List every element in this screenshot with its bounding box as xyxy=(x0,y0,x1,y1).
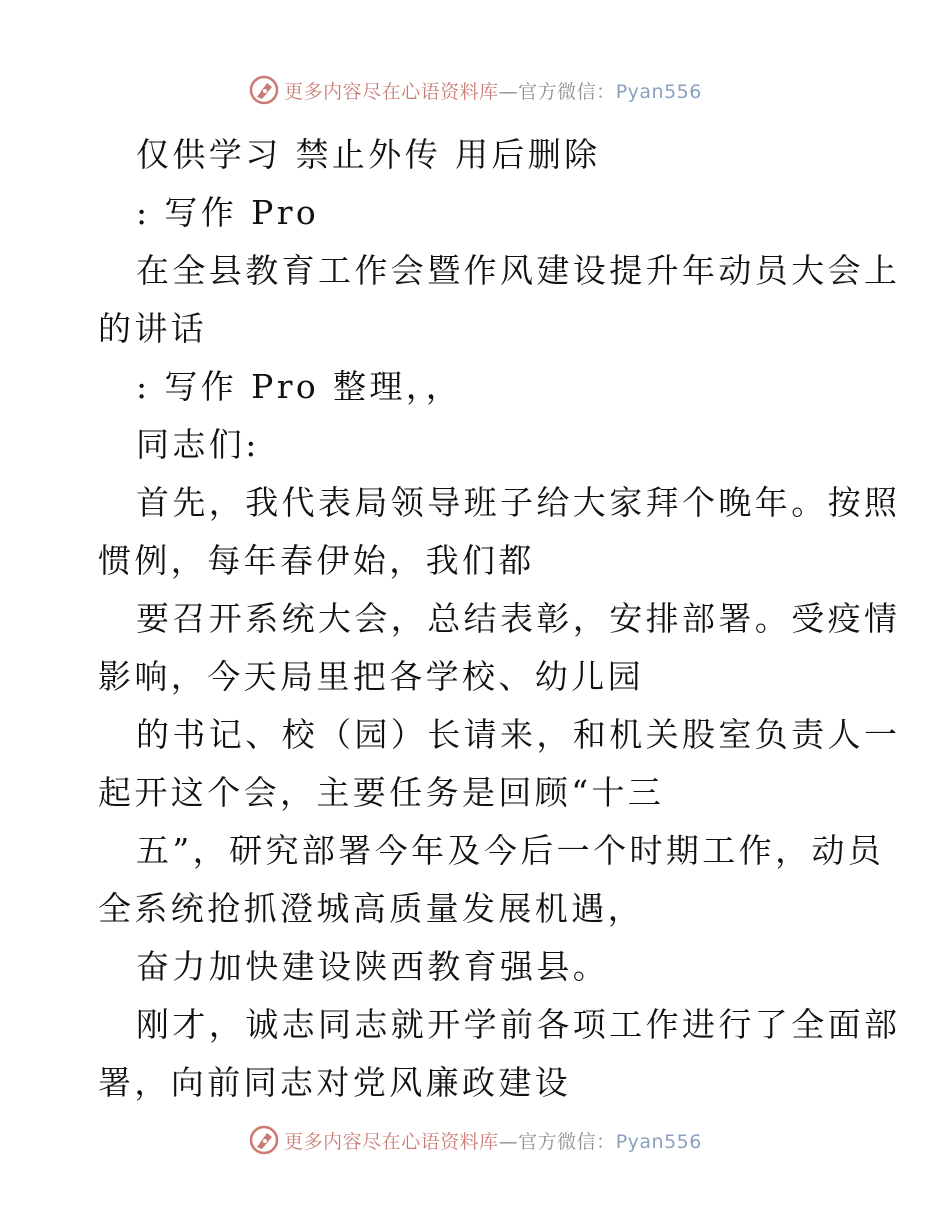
watermark-wechat-label: 官方微信： xyxy=(518,1130,616,1153)
watermark-separator: — xyxy=(498,80,519,103)
text-line: 在全县教育工作会暨作风建设提升年动员大会上 xyxy=(136,251,901,290)
watermark-wechat-id: Pyan556 xyxy=(615,80,702,103)
header-watermark xyxy=(0,70,950,110)
text-line: 同志们: xyxy=(136,425,260,464)
text-line: 仅供学习 禁止外传 用后删除 xyxy=(136,135,601,174)
text-line: 首先，我代表局领导班子给大家拜个晚年。按照 xyxy=(136,483,901,522)
text-line: 刚才，诚志同志就开学前各项工作进行了全面部 xyxy=(136,1005,901,1044)
watermark-wechat-label: 官方微信： xyxy=(518,80,616,103)
document-body xyxy=(98,126,901,1112)
text-line: 署，向前同志对党风廉政建设 xyxy=(98,1063,572,1102)
text-line: 奋力加快建设陕西教育强县。 xyxy=(136,947,610,986)
text-line: : 写作 Pro 整理，， xyxy=(136,367,463,406)
text-line: 的书记、校（园）长请来，和机关股室负责人一 xyxy=(136,715,901,754)
text-line: 要召开系统大会，总结表彰，安排部署。受疫情 xyxy=(136,599,901,638)
watermark-separator: — xyxy=(498,1130,519,1153)
watermark-site-text: 更多内容尽在心语资料库 xyxy=(284,1130,499,1153)
text-line: 全系统抢抓澄城高质量发展机遇， xyxy=(98,889,644,928)
watermark-site-text: 更多内容尽在心语资料库 xyxy=(284,80,499,103)
text-line: 起开这个会，主要任务是回顾“十三 xyxy=(98,773,665,812)
pen-nib-logo-icon xyxy=(248,1124,280,1156)
text-line: 惯例，每年春伊始，我们都 xyxy=(98,541,535,580)
footer-watermark xyxy=(0,1120,950,1160)
pen-nib-logo-icon xyxy=(248,74,280,106)
text-line: 影响，今天局里把各学校、幼儿园 xyxy=(98,657,644,696)
text-line: : 写作 Pro xyxy=(136,193,320,232)
text-line: 的讲话 xyxy=(98,309,208,348)
watermark-wechat-id: Pyan556 xyxy=(615,1130,702,1153)
text-line: 五”，研究部署今年及今后一个时期工作，动员 xyxy=(136,831,885,870)
